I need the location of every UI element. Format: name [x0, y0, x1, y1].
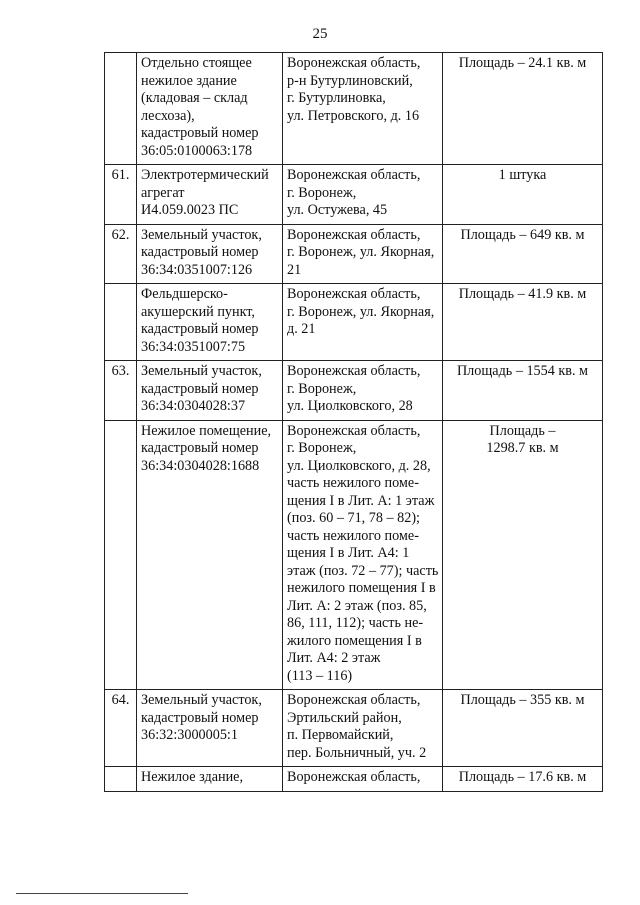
object-name: [137, 767, 283, 792]
address-line: Воронежская область,: [287, 692, 421, 708]
row-number: [105, 53, 137, 165]
address-line: щения I в Лит. А: 1 этаж: [287, 492, 435, 509]
address-line: Воронежская область,: [287, 55, 421, 71]
quantity-line: 1298.7 кв. м: [486, 440, 559, 456]
name-line: кадастровый номер: [141, 380, 259, 397]
name-line: Фельдшерско-: [141, 286, 228, 302]
name-line: Электротермический: [141, 167, 269, 183]
address-line: г. Воронеж, ул. Якорная,: [287, 303, 435, 320]
address-line: нежилого помещения I в: [287, 580, 436, 596]
address-line: ул. Остужева, 45: [287, 202, 388, 218]
name-line: И4.059.0023 ПС: [141, 202, 239, 218]
address-line: Лит. А4: 2 этаж: [287, 650, 381, 666]
address-line: Воронежская область,: [287, 226, 421, 243]
table-row: [105, 165, 603, 225]
object-quantity: [443, 767, 603, 792]
address-line: р-н Бутурлиновский,: [287, 72, 413, 89]
property-table-body: [105, 53, 603, 792]
name-line: акушерский пункт,: [141, 303, 255, 320]
object-quantity: [443, 284, 603, 361]
object-name: [137, 361, 283, 421]
footnote-divider: [16, 893, 188, 894]
row-number: [105, 284, 137, 361]
object-name: [137, 53, 283, 165]
address-line: Воронежская область,: [287, 363, 421, 379]
object-address: [283, 361, 443, 421]
name-line: 36:34:0351007:75: [141, 338, 246, 355]
table-row: [105, 361, 603, 421]
page-number: 25: [312, 26, 328, 42]
name-line: 36:05:0100063:178: [141, 142, 253, 159]
property-table: [104, 52, 603, 792]
object-name: [137, 690, 283, 767]
address-line: г. Воронеж,: [287, 184, 357, 201]
name-line: кадастровый номер: [141, 440, 259, 456]
quantity-line: Площадь – 17.6 кв. м: [458, 769, 587, 785]
row-number: 62.: [105, 224, 137, 284]
address-line: часть нежилого поме-: [287, 475, 419, 491]
object-name: [137, 284, 283, 361]
address-line: 21: [287, 261, 302, 278]
quantity-line: Площадь – 649 кв. м: [460, 226, 585, 243]
object-quantity: [443, 690, 603, 767]
row-number: 61.: [105, 165, 137, 225]
address-line: п. Первомайский,: [287, 727, 394, 743]
name-line: Земельный участок,: [141, 692, 262, 708]
name-line: кадастровый номер: [141, 321, 259, 337]
object-address: [283, 53, 443, 165]
address-line: г. Воронеж,: [287, 380, 357, 397]
address-line: Эртильский район,: [287, 709, 402, 726]
address-line: 86, 111, 112); часть не-: [287, 615, 424, 631]
object-name: [137, 165, 283, 225]
address-line: Воронежская область,: [287, 167, 421, 183]
name-line: Земельный участок,: [141, 226, 262, 243]
table-row: [105, 420, 603, 690]
address-line: г. Бутурлиновка,: [287, 90, 386, 106]
name-line: 36:32:3000005:1: [141, 727, 238, 743]
address-line: ул. Циолковского, 28: [287, 398, 413, 414]
name-line: 36:34:0304028:37: [141, 398, 246, 414]
address-line: щения I в Лит. А4: 1: [287, 545, 410, 561]
object-name: [137, 224, 283, 284]
address-line: жилого помещения I в: [287, 632, 422, 649]
name-line: кадастровый номер: [141, 125, 259, 141]
name-line: 36:34:0351007:126: [141, 261, 253, 278]
table-row: [105, 690, 603, 767]
object-quantity: [443, 53, 603, 165]
object-address: [283, 284, 443, 361]
address-line: д. 21: [287, 321, 316, 337]
address-line: Воронежская область,: [287, 422, 421, 439]
object-address: [283, 420, 443, 690]
name-line: Нежилое здание,: [141, 769, 244, 785]
object-name: [137, 420, 283, 690]
row-number: [105, 420, 137, 690]
row-number: 63.: [105, 361, 137, 421]
table-row: [105, 284, 603, 361]
object-quantity: [443, 165, 603, 225]
name-line: нежилое здание: [141, 72, 237, 89]
address-line: этаж (поз. 72 – 77); часть: [287, 562, 439, 579]
object-address: [283, 224, 443, 284]
address-line: пер. Больничный, уч. 2: [287, 744, 427, 761]
address-line: (113 – 116): [287, 667, 353, 684]
object-address: [283, 165, 443, 225]
name-line: агрегат: [141, 184, 185, 201]
address-line: часть нежилого поме-: [287, 527, 419, 544]
name-line: (кладовая – склад: [141, 90, 248, 106]
address-line: Лит. А: 2 этаж (поз. 85,: [287, 597, 427, 614]
address-line: Воронежская область,: [287, 286, 421, 302]
address-line: Воронежская область,: [287, 769, 421, 785]
row-number: [105, 767, 137, 792]
name-line: кадастровый номер: [141, 244, 259, 260]
quantity-line: Площадь – 24.1 кв. м: [458, 55, 587, 71]
object-quantity: [443, 361, 603, 421]
table-row: [105, 767, 603, 792]
address-line: (поз. 60 – 71, 78 – 82);: [287, 510, 420, 526]
object-address: [283, 690, 443, 767]
quantity-line: Площадь – 1554 кв. м: [456, 363, 589, 379]
object-quantity: [443, 420, 603, 690]
address-line: ул. Циолковского, д. 28,: [287, 457, 431, 474]
object-address: [283, 767, 443, 792]
address-line: г. Воронеж, ул. Якорная,: [287, 244, 435, 260]
quantity-line: Площадь –: [489, 422, 556, 439]
name-line: Отдельно стоящее: [141, 55, 252, 71]
address-line: ул. Петровского, д. 16: [287, 107, 420, 124]
name-line: лесхоза),: [141, 107, 195, 124]
table-row: [105, 224, 603, 284]
address-line: г. Воронеж,: [287, 440, 357, 456]
name-line: 36:34:0304028:1688: [141, 457, 260, 474]
quantity-line: Площадь – 355 кв. м: [460, 692, 585, 708]
name-line: Нежилое помещение,: [141, 422, 272, 439]
row-number: 64.: [105, 690, 137, 767]
table-row: [105, 53, 603, 165]
quantity-line: 1 штука: [498, 167, 547, 183]
name-line: Земельный участок,: [141, 363, 262, 379]
object-quantity: [443, 224, 603, 284]
name-line: кадастровый номер: [141, 709, 259, 726]
quantity-line: Площадь – 41.9 кв. м: [458, 286, 587, 302]
